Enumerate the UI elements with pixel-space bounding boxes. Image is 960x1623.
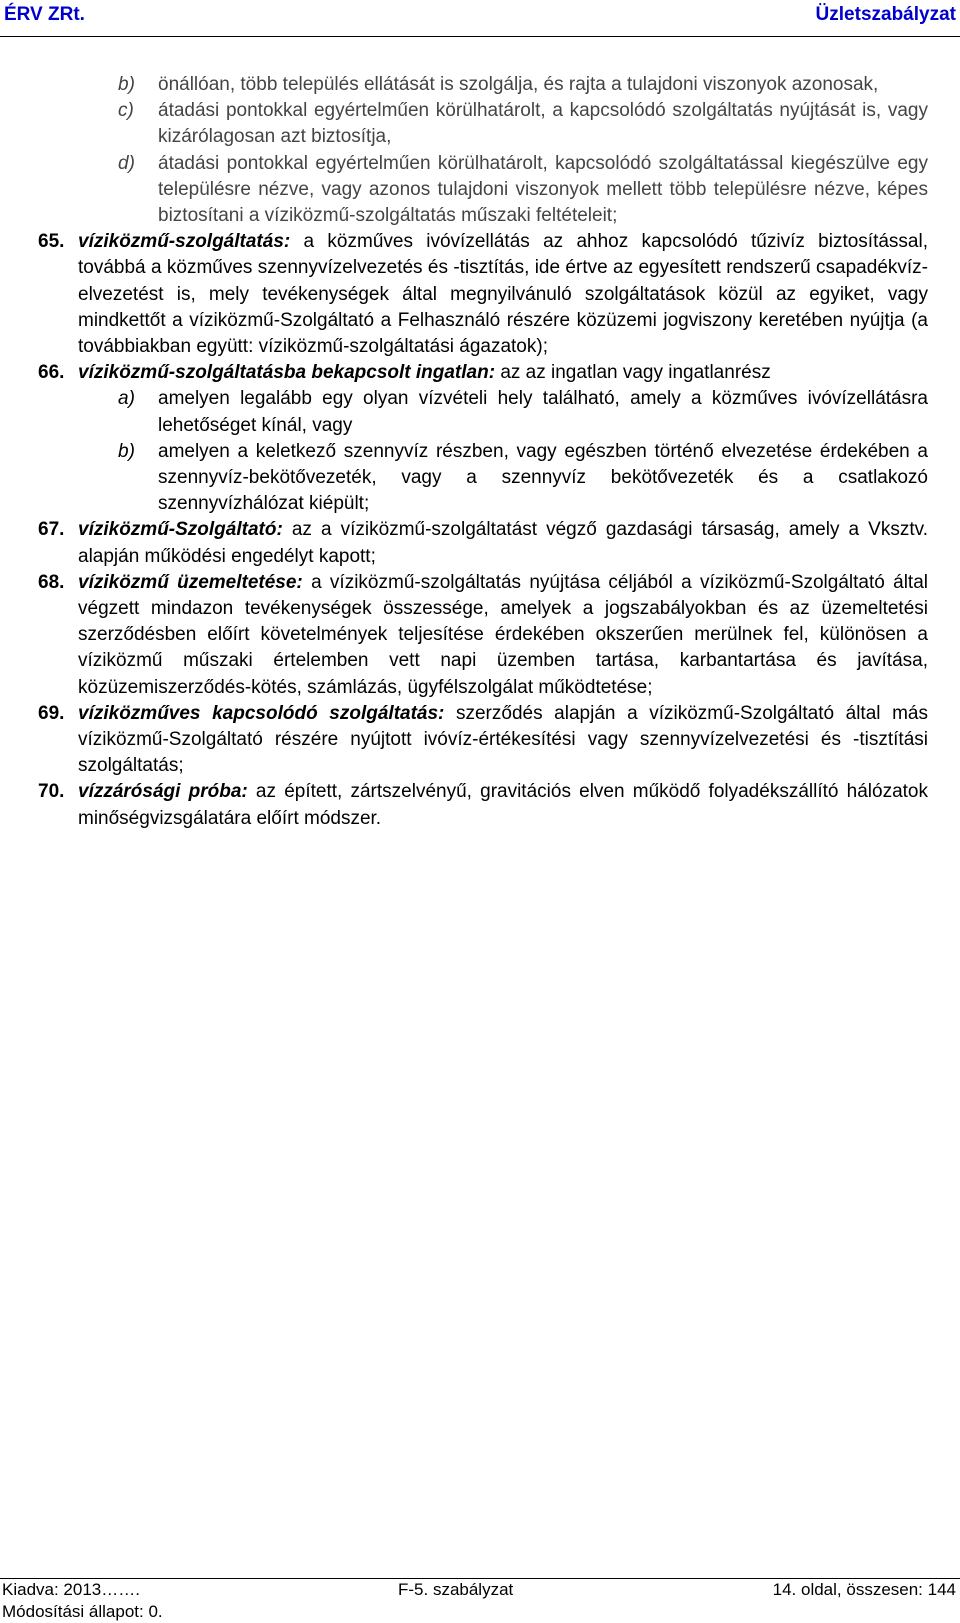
definition-number: 69.	[38, 702, 65, 724]
definition-number: 68.	[38, 571, 65, 593]
definition-number: 66.	[38, 362, 65, 384]
list-item-text: önállóan, több település ellátását is szolgálja, és rajta a tulajdoni viszonyok azonosak,	[158, 74, 879, 95]
sub-item-label: b)	[118, 440, 135, 462]
list-item	[118, 151, 928, 230]
definition-text: az az ingatlan vagy ingatlanrész	[495, 362, 771, 384]
sub-item-label: a)	[118, 388, 135, 410]
definition-number: 65.	[38, 231, 65, 253]
definition-term: víziközmű-szolgáltatás:	[78, 231, 291, 253]
document-title: Üzletszabályzat	[815, 4, 956, 25]
definition-70	[38, 779, 928, 831]
definition-term: vízzárósági próba:	[78, 781, 248, 803]
sub-item-a	[118, 386, 928, 438]
definition-text: a közműves ivóvízellátás az ahhoz kapcsolódó tűzivíz biztosítással, továbbá a közműves szennyvízelvezetés és -tisztítás, ide értve az egyesített rendszerű csapadékvíz-elvezetést is, mely tevékenységek által megnyilvánuló szolgáltatások közül az egyiket, vagy mindkettőt a víziközmű-Szolgáltató a Felhasználó részére közüzemi jogviszony keretében nyújtja (a továbbiakban együtt: víziközmű-szolgáltatási ágazatok);	[78, 231, 928, 358]
definition-67	[38, 517, 928, 569]
definition-term: víziközmű-Szolgáltató:	[78, 519, 283, 541]
issue-date: Kiadva: 2013…….	[2, 1580, 140, 1599]
continued-list	[38, 72, 928, 229]
page-number: 14. oldal, összesen: 144	[772, 1580, 956, 1599]
definition-66	[38, 360, 928, 517]
definition-text: a víziközmű-szolgáltatás nyújtása céljából a víziközmű-Szolgáltató által végzett mindazon tevékenységek összessége, amelyek a jogszabályokban és az üzemeltetési szerződésben előírt követelmények teljesítése érdekében okszerűen merülnek fel, különösen a víziközmű műszaki értelemben vett napi üzemben tartása, karbantartása és javítása, közüzemiszerződés-kötés, számlázás, ügyfélszolgálat működtetése;	[78, 571, 928, 698]
definition-term: víziközműves kapcsolódó szolgáltatás:	[78, 702, 445, 724]
document-body	[38, 72, 928, 832]
list-item	[118, 72, 928, 98]
list-item-label: c)	[118, 100, 134, 122]
definition-text: az épített, zártszelvényű, gravitációs elven működő folyadékszállító hálózatok minőségvizsgálatára előírt módszer.	[78, 781, 928, 829]
definition-68	[38, 570, 928, 701]
list-item-label: d)	[118, 152, 135, 174]
page-header	[0, 0, 960, 37]
definition-number: 70.	[38, 781, 65, 803]
sub-item-text: amelyen a keletkező szennyvíz részben, vagy egészben történő elvezetése érdekében a szennyvíz-bekötővezeték, vagy a szennyvíz bekötővezeték és a csatlakozó szennyvízhálózat kiépült;	[158, 440, 928, 515]
company-name: ÉRV ZRt.	[4, 4, 85, 25]
definition-number: 67.	[38, 519, 65, 541]
rule-id: F-5. szabályzat	[398, 1580, 514, 1599]
list-item-text: átadási pontokkal egyértelműen körülhatárolt, kapcsolódó szolgáltatással kiegészülve egy településre nézve, vagy azonos tulajdoni viszonyok mellett több településre nézve, képes biztosítani a víziközmű-szolgáltatás műszaki feltételeit;	[158, 152, 928, 227]
definition-term: víziközmű-szolgáltatásba bekapcsolt ingatlan:	[78, 362, 496, 384]
definition-text: szerződés alapján a víziközmű-Szolgáltató által más víziközmű-Szolgáltató részére nyújtott ivóvíz-értékesítési vagy szennyvízelvezetési és -tisztítási szolgáltatás;	[78, 702, 928, 777]
modification-state: Módosítási állapot: 0.	[2, 1602, 163, 1621]
sub-item-b	[118, 439, 928, 518]
page-footer	[0, 1578, 960, 1623]
list-item-label: b)	[118, 74, 135, 95]
definition-69	[38, 701, 928, 780]
definition-65	[38, 229, 928, 360]
sub-item-text: amelyen legalább egy olyan vízvételi hely található, amely a közműves ivóvízellátásra lehetőséget kínál, vagy	[158, 388, 928, 436]
definition-term: víziközmű üzemeltetése:	[78, 571, 303, 593]
list-item-text: átadási pontokkal egyértelműen körülhatárolt, a kapcsolódó szolgáltatás nyújtását is, vagy kizárólagosan azt biztosítja,	[158, 100, 928, 148]
list-item	[118, 98, 928, 150]
definition-text: az a víziközmű-szolgáltatást végző gazdasági társaság, amely a Vksztv. alapján működési engedélyt kapott;	[78, 519, 928, 567]
